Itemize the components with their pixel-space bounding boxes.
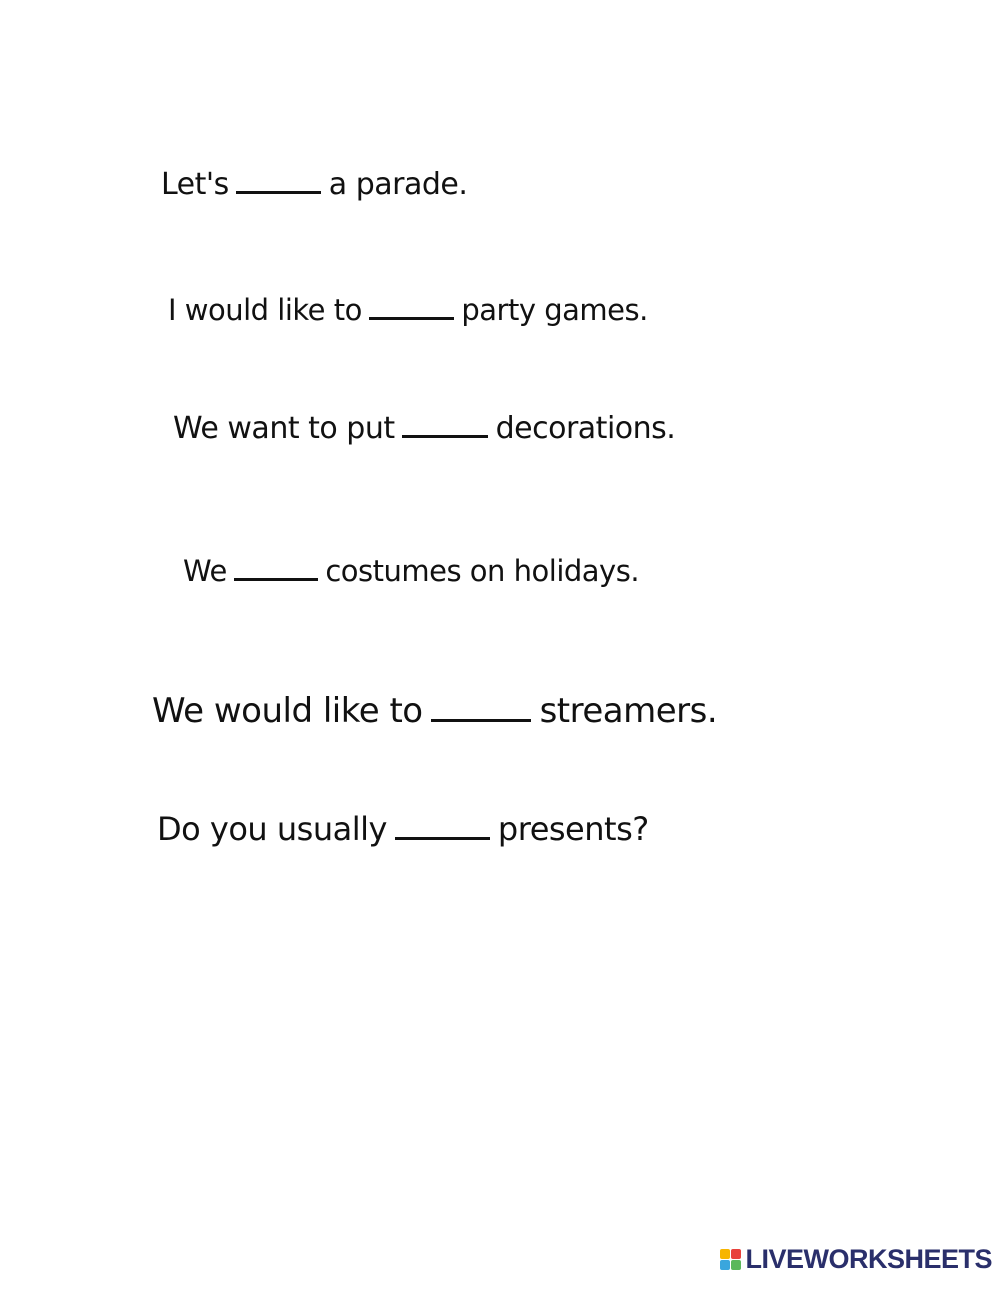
sentence-1-before: Let's <box>161 167 229 202</box>
sentence-3-blank[interactable] <box>402 431 488 439</box>
logo-square-3 <box>720 1260 730 1270</box>
sentence-2 <box>168 293 648 327</box>
sentence-3-before: We want to put <box>173 411 395 446</box>
sentence-2-before: I would like to <box>168 293 362 327</box>
sentence-4 <box>183 554 640 588</box>
sentence-3 <box>173 411 676 446</box>
sentence-1-after: a parade. <box>328 167 468 202</box>
sentence-1-blank[interactable] <box>236 187 321 195</box>
sentence-2-blank[interactable] <box>369 313 454 320</box>
sentence-6-after: presents? <box>497 810 649 848</box>
logo-square-4 <box>731 1260 741 1270</box>
sentence-4-blank[interactable] <box>234 574 318 581</box>
sentence-6 <box>157 810 649 848</box>
sentence-1 <box>161 167 468 202</box>
sentence-5-after: streamers. <box>539 691 718 731</box>
sentence-6-before: Do you usually <box>157 810 387 848</box>
logo-square-1 <box>720 1249 730 1259</box>
brand-name: LIVEWORKSHEETS <box>745 1244 992 1274</box>
sentence-2-after: party games. <box>461 293 648 327</box>
logo-square-2 <box>731 1249 741 1259</box>
sentence-5-blank[interactable] <box>431 714 531 722</box>
sentence-6-blank[interactable] <box>395 832 490 840</box>
sentence-5 <box>152 691 718 731</box>
liveworksheets-logo <box>720 1244 992 1275</box>
logo-squares-icon <box>720 1249 741 1270</box>
sentence-4-after: costumes on holidays. <box>325 554 640 588</box>
sentence-4-before: We <box>183 554 227 588</box>
sentence-3-after: decorations. <box>495 411 676 446</box>
sentence-5-before: We would like to <box>152 691 423 731</box>
